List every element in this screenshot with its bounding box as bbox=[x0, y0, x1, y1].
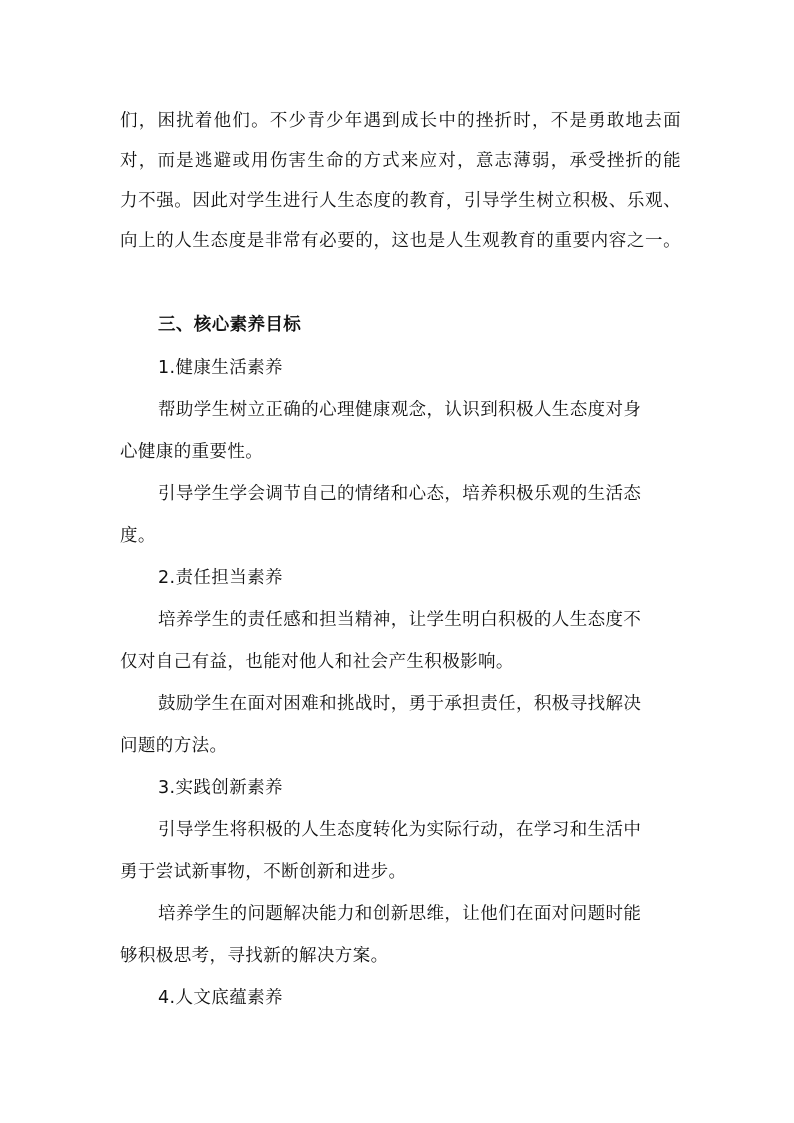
item-1-para-2-line-1: 引导学生学会调节自己的情绪和心态，培养积极乐观的生活态 bbox=[158, 484, 642, 504]
intro-line-2: 对，而是逃避或用伤害生命的方式来应对，意志薄弱，承受挫折的能 bbox=[120, 151, 681, 171]
item-1-title: 1.健康生活素养 bbox=[158, 358, 283, 378]
intro-line-1: 们，困扰着他们。不少青少年遇到成长中的挫折时，不是勇敢地去面 bbox=[120, 111, 681, 131]
intro-line-4: 向上的人生态度是非常有必要的，这也是人生观教育的重要内容之一。 bbox=[120, 231, 681, 251]
item-4-title: 4.人文底蕴素养 bbox=[158, 988, 283, 1008]
item-2-para-1-line-1: 培养学生的责任感和担当精神，让学生明白积极的人生态度不 bbox=[158, 610, 642, 630]
item-3-title: 3.实践创新素养 bbox=[158, 778, 283, 798]
item-1-para-2-line-2: 度。 bbox=[120, 526, 156, 546]
section-heading: 三、核心素养目标 bbox=[158, 315, 302, 335]
item-2-para-2-line-2: 问题的方法。 bbox=[120, 736, 228, 756]
item-3-para-2-line-2: 够积极思考，寻找新的解决方案。 bbox=[120, 946, 389, 966]
intro-line-3: 力不强。因此对学生进行人生态度的教育，引导学生树立积极、乐观、 bbox=[120, 191, 681, 211]
item-3-para-2-line-1: 培养学生的问题解决能力和创新思维，让他们在面对问题时能 bbox=[158, 904, 642, 924]
item-3-para-1-line-2: 勇于尝试新事物，不断创新和进步。 bbox=[120, 862, 407, 882]
item-2-para-2-line-1: 鼓励学生在面对困难和挑战时，勇于承担责任，积极寻找解决 bbox=[158, 694, 642, 714]
item-2-title: 2.责任担当素养 bbox=[158, 568, 283, 588]
item-1-para-1-line-1: 帮助学生树立正确的心理健康观念，认识到积极人生态度对身 bbox=[158, 400, 642, 420]
item-1-para-1-line-2: 心健康的重要性。 bbox=[120, 442, 264, 462]
item-3-para-1-line-1: 引导学生将积极的人生态度转化为实际行动，在学习和生活中 bbox=[158, 820, 642, 840]
item-2-para-1-line-2: 仅对自己有益，也能对他人和社会产生积极影响。 bbox=[120, 652, 514, 672]
